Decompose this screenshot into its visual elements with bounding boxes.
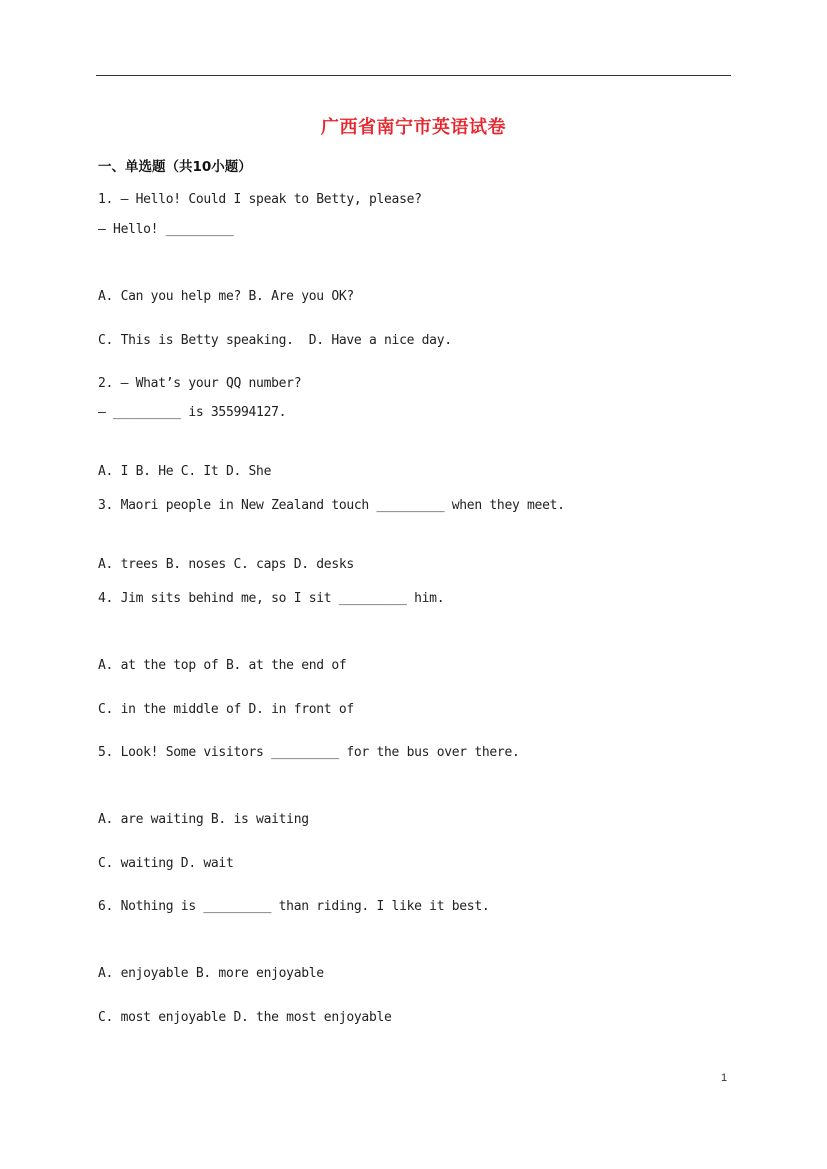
question-3-stem: 3. Maori people in New Zealand touch _________ when they meet. — [98, 498, 565, 513]
page-number: 1 — [721, 1072, 728, 1084]
question-2-stem: 2. — What’s your QQ number? — [98, 376, 302, 391]
question-1-options-cd: C. This is Betty speaking. D. Have a nice day. — [98, 333, 452, 348]
question-4-options-cd: C. in the middle of D. in front of — [98, 702, 354, 717]
question-5-stem: 5. Look! Some visitors _________ for the bus over there. — [98, 745, 520, 760]
question-1-reply: — Hello! _________ — [98, 222, 234, 237]
page-title: 广西省南宁市英语试卷 — [321, 117, 506, 138]
question-5-options-ab: A. are waiting B. is waiting — [98, 812, 309, 827]
question-2-options: A. I B. He C. It D. She — [98, 464, 272, 479]
question-3-options: A. trees B. noses C. caps D. desks — [98, 557, 354, 572]
section-heading: 一、单选题（共10小题） — [98, 159, 252, 175]
question-1-options-ab: A. Can you help me? B. Are you OK? — [98, 289, 354, 304]
question-4-stem: 4. Jim sits behind me, so I sit _________ him. — [98, 591, 445, 606]
question-6-options-cd: C. most enjoyable D. the most enjoyable — [98, 1010, 392, 1025]
question-1-stem: 1. — Hello! Could I speak to Betty, please? — [98, 192, 422, 207]
header-rule — [96, 75, 731, 76]
question-2-reply: — _________ is 355994127. — [98, 405, 287, 420]
question-6-options-ab: A. enjoyable B. more enjoyable — [98, 966, 324, 981]
question-6-stem: 6. Nothing is _________ than riding. I like it best. — [98, 899, 490, 914]
question-4-options-ab: A. at the top of B. at the end of — [98, 658, 347, 673]
question-5-options-cd: C. waiting D. wait — [98, 856, 234, 871]
